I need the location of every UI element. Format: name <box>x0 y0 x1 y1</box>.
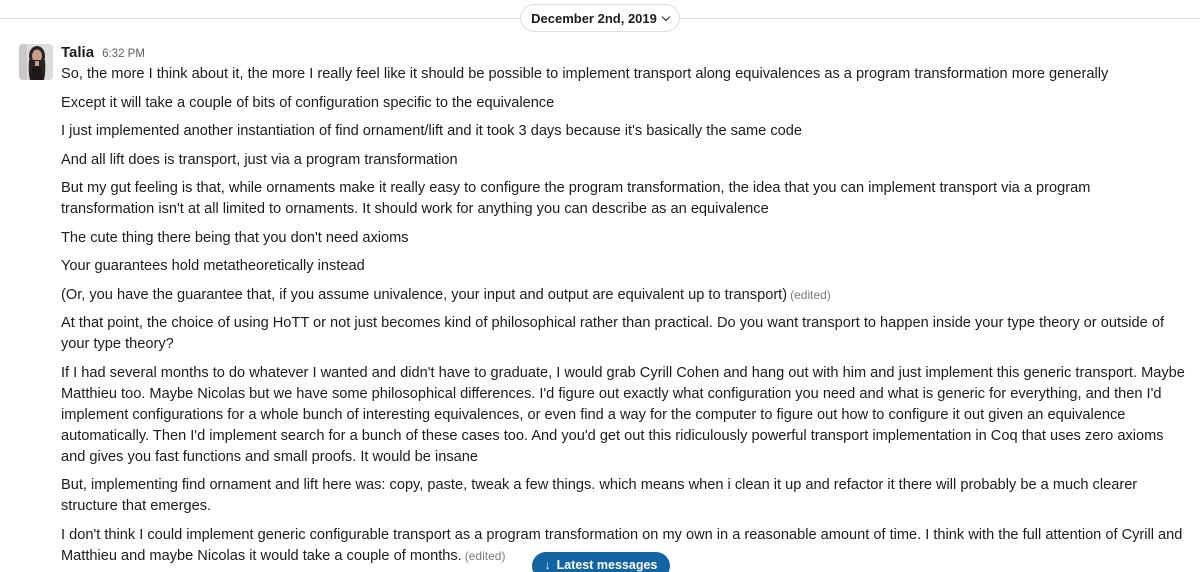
message-line <box>61 64 1186 85</box>
avatar-image <box>19 44 53 80</box>
message-line-text: If I had several months to do whatever I wanted and didn't have to graduate, I would grab Cyrill Cohen and hang out with him and just implement this generic transport. Maybe Matthieu too. Maybe Nicolas but we have some philosophical differences. I'd figure out exactly what configuration you need and what is generic for everything, and then I'd implement configurations for a whole bunch of interesting equivalences, or even find a way for the computer to figure out how to configure it out given an equivalence automatically. Then I'd implement search for a bunch of these cases too. And you'd get out this ridiculously powerful transport implementation in Coq that uses zero axioms and gives you fast functions and small proofs. It would be insane <box>61 364 1185 465</box>
message-line-text: Your guarantees hold metatheoretically instead <box>61 258 365 274</box>
message-line-text: But, implementing find ornament and lift here was: copy, paste, tweak a few things. which means when i clean it up and refactor it there will probably be a much clearer structure that emerges. <box>61 477 1138 514</box>
message-line <box>61 228 1186 249</box>
message-line <box>61 121 1186 142</box>
message-line <box>61 150 1186 171</box>
message-line-text: So, the more I think about it, the more I really feel like it should be possible to implement transport along equivalences as a program transformation more generally <box>61 66 1109 82</box>
user-avatar-photo[interactable] <box>19 44 53 80</box>
message-line-text: I don't think I could implement generic configurable transport as a program transformation on my own in a reasonable amount of time. I think with the full attention of Cyrill and Matthieu and maybe Nicolas it would take a couple of months. <box>61 526 1183 564</box>
message-line-text: At that point, the choice of using HoTT or not just becomes kind of philosophical rather than practical. Do you want transport to happen inside your type theory or outside of your type theory? <box>61 315 1164 352</box>
date-label: December 2nd, 2019 <box>531 10 657 26</box>
message-line-text: (Or, you have the guarantee that, if you assume univalence, your input and output are equivalent up to transport) <box>61 286 788 303</box>
message-line <box>61 178 1186 220</box>
message-timestamp[interactable]: 6:32 PM <box>102 48 145 60</box>
edited-label: (edited) <box>790 287 831 302</box>
message-line <box>61 475 1186 517</box>
message-line <box>61 285 1186 306</box>
latest-messages-button[interactable] <box>532 552 670 572</box>
message-line <box>61 313 1186 355</box>
message-line <box>61 256 1186 277</box>
message-line-text: I just implemented another instantiation of find ornament/lift and it took 3 days because it's basically the same code <box>61 123 802 139</box>
message-header <box>61 44 145 62</box>
chevron-down-icon <box>662 12 670 20</box>
message-line-text: The cute thing there being that you don't need axioms <box>61 229 409 246</box>
message-line-text: But my gut feeling is that, while ornaments make it really easy to configure the program transformation, the idea that you can implement transport via a program transformation isn't at all limited to ornaments. It should work for anything you can describe as an equivalence <box>61 180 1091 217</box>
arrow-down-icon: ↓ <box>544 558 551 572</box>
sender-name[interactable]: Talia <box>61 44 95 61</box>
message-line <box>61 93 1186 114</box>
date-divider <box>0 4 1200 32</box>
edited-label: (edited) <box>464 548 506 563</box>
message-line-text: And all lift does is transport, just via a program transformation <box>61 151 458 168</box>
message-line <box>61 363 1186 468</box>
date-jump-button[interactable] <box>520 4 680 32</box>
latest-messages-label: Latest messages <box>556 558 658 572</box>
message-line-text: Except it will take a couple of bits of configuration specific to the equivalence <box>61 94 555 111</box>
message-body <box>61 64 1186 572</box>
